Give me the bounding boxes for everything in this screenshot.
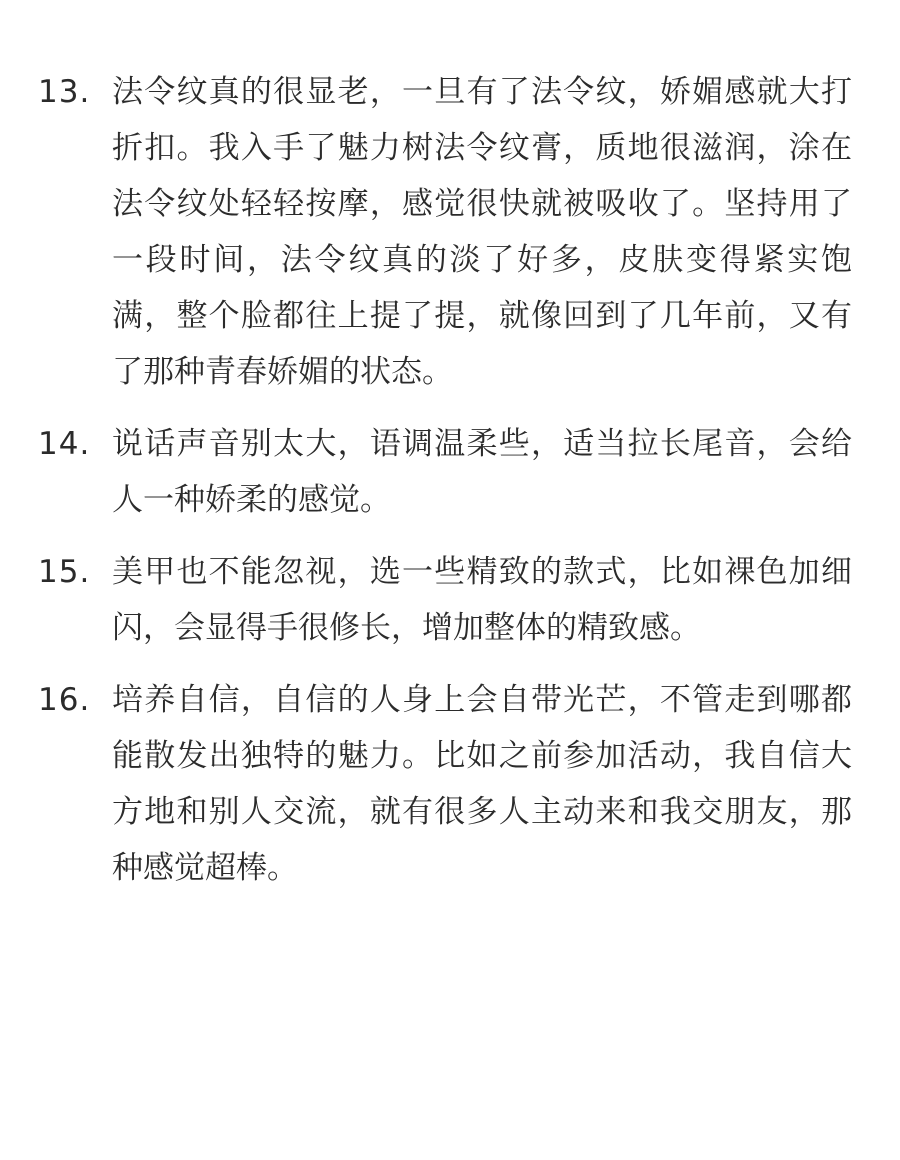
- item-text: 美甲也不能忽视，选一些精致的款式，比如裸色加细闪，会显得手很修长，增加整体的精致感。: [112, 554, 852, 646]
- item-number: 15.: [38, 554, 91, 590]
- item-number: 16.: [38, 682, 91, 718]
- item-text: 培养自信，自信的人身上会自带光芒，不管走到哪都能散发出独特的魅力。比如之前参加活动，我自信大方地和别人交流，就有很多人主动来和我交朋友，那种感觉超棒。: [112, 682, 852, 886]
- list-item: [0, 416, 900, 528]
- list-item: [0, 544, 900, 656]
- list-item: [0, 64, 900, 400]
- list-item: [0, 672, 900, 896]
- item-number: 13.: [38, 74, 91, 110]
- item-text: 法令纹真的很显老，一旦有了法令纹，娇媚感就大打折扣。我入手了魅力树法令纹膏，质地很滋润，涂在法令纹处轻轻按摩，感觉很快就被吸收了。坚持用了一段时间，法令纹真的淡了好多，皮肤变得紧实饱满，整个脸都往上提了提，就像回到了几年前，又有了那种青春娇媚的状态。: [112, 74, 852, 390]
- item-number: 14.: [38, 426, 91, 462]
- item-text: 说话声音别太大，语调温柔些，适当拉长尾音，会给人一种娇柔的感觉。: [112, 426, 852, 518]
- numbered-tips-list: [0, 64, 900, 912]
